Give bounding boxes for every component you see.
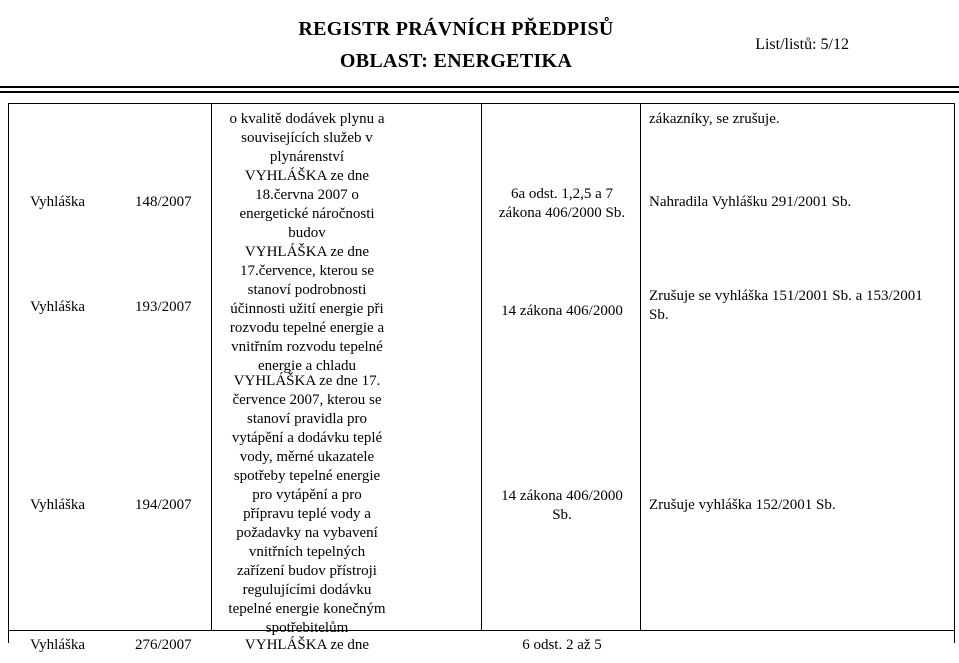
number-cell: 193/2007 <box>135 299 192 315</box>
number-cell: 194/2007 <box>135 497 192 513</box>
type-cell: Vyhláška <box>30 497 85 513</box>
type-cell: Vyhláška <box>30 194 85 210</box>
page-counter: List/listů: 5/12 <box>755 36 849 53</box>
table-border-left <box>8 103 9 643</box>
note-cell: Zrušuje vyhláška 152/2001 Sb. <box>649 497 836 513</box>
regulations-table <box>0 103 959 663</box>
note-cell: Zrušuje se vyhláška 151/2001 Sb. a 153/2001 Sb. <box>649 288 923 323</box>
legal-basis-cell: 14 zákona 406/2000 Sb. <box>501 488 623 523</box>
table-border-top <box>8 103 955 104</box>
row-divider <box>8 630 955 631</box>
description-cell: VYHLÁŠKA ze dne 18.června 2007 o energetické náročnosti budov <box>239 168 375 241</box>
note-cell: zákazníky, se zrušuje. <box>649 111 780 127</box>
header-rule <box>0 86 959 88</box>
header-rule-2 <box>0 91 959 93</box>
page-subtitle: OBLAST: ENERGETIKA <box>339 50 573 72</box>
number-cell: 148/2007 <box>135 194 192 210</box>
type-cell: Vyhláška <box>30 299 85 315</box>
table-border-right <box>954 103 955 643</box>
description-cell: VYHLÁŠKA ze dne 17.července, kterou se stanoví podrobnosti účinnosti užití energie při rozvodu tepelné energie a vnitřním rozvodu tepelné energie a chladu <box>229 244 385 374</box>
legal-basis-cell: 14 zákona 406/2000 <box>501 303 623 319</box>
number-cell: 276/2007 <box>135 637 192 653</box>
legal-basis-cell: 6 odst. 2 až 5 <box>522 637 602 653</box>
legal-basis-cell: 6a odst. 1,2,5 a 7 zákona 406/2000 Sb. <box>498 186 626 221</box>
type-cell: Vyhláška <box>30 637 85 653</box>
page-header <box>0 0 959 88</box>
column-divider <box>481 103 482 630</box>
description-cell: VYHLÁŠKA ze dne 17. července 2007, kterou se stanoví pravidla pro vytápění a dodávku teplé vody, měrné ukazatele spotřeby tepelné energie pro vytápění a pro přípravu teplé vody a požadavky na vybavení vnitřních tepelných zařízení budov přístroji regulujícími dodávku tepelné energie konečným spotřebitelům <box>228 373 386 636</box>
note-cell: Nahradila Vyhlášku 291/2001 Sb. <box>649 194 852 210</box>
table-row: o kvalitě dodávek plynu a souvisejících služeb v plynárenství <box>229 111 385 165</box>
description-cell: VYHLÁŠKA ze dne <box>244 637 370 653</box>
page-title: REGISTR PRÁVNÍCH PŘEDPISŮ <box>298 18 614 40</box>
column-divider <box>640 103 641 630</box>
